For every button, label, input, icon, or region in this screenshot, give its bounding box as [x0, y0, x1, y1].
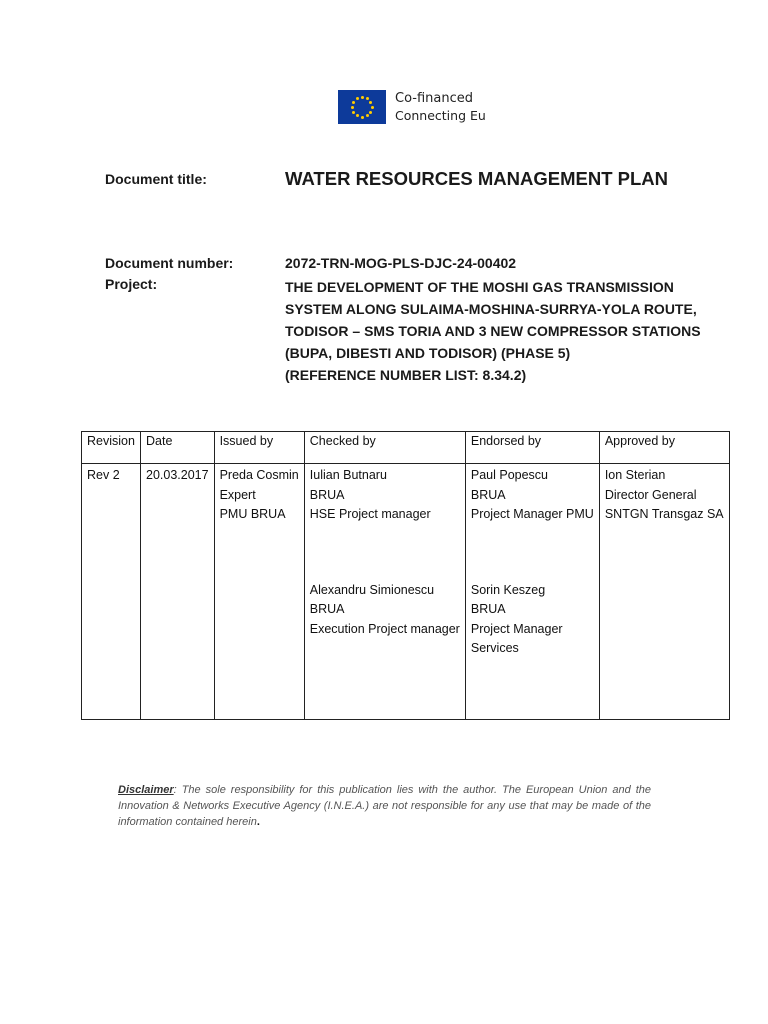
- header-checked-by: Checked by: [304, 432, 465, 464]
- table-header-row: [82, 432, 730, 464]
- approved-org: SNTGN Transgaz SA: [604, 507, 724, 521]
- logo-line-2: Connecting Eu: [395, 108, 486, 123]
- header-revision: Revision: [82, 432, 141, 464]
- cell-endorsed-by: [465, 464, 599, 720]
- issued-org: PMU BRUA: [219, 507, 286, 521]
- endorsed-name: Paul Popescu: [470, 468, 548, 482]
- project-description: [285, 276, 701, 386]
- approved-role: Director General: [604, 487, 697, 502]
- flag-star-icon: [366, 97, 369, 100]
- endorsed-name: Sorin Keszeg: [470, 582, 546, 597]
- header-date: Date: [141, 432, 215, 464]
- disclaimer-text: The sole responsibility for this publication lies with the author. The European Union and the Innovation & Networks Executive Agency (I.N.E.A.) are not responsible for any use that may be made of the information contained herein: [118, 784, 651, 828]
- checked-org: BRUA: [309, 487, 345, 502]
- table-row: [82, 464, 730, 720]
- flag-star-icon: [352, 111, 355, 114]
- disclaimer-label: Disclaimer: [118, 784, 174, 796]
- disclaimer: [118, 782, 651, 830]
- project-line: (BUPA, DIBESTI AND TODISOR) (PHASE 5): [285, 345, 571, 361]
- revision-value: Rev 2: [87, 468, 120, 482]
- project-label: Project:: [105, 276, 158, 292]
- revision-table: [81, 431, 730, 720]
- disclaimer-end: .: [256, 816, 260, 828]
- cell-issued-by: [214, 464, 304, 720]
- cell-checked-by: [304, 464, 465, 720]
- project-line: TODISOR – SMS TORIA AND 3 NEW COMPRESSOR STATIONS: [285, 323, 701, 339]
- flag-star-icon: [361, 116, 364, 119]
- cell-revision: [82, 464, 141, 720]
- project-line: (REFERENCE NUMBER LIST: 8.34.2): [285, 367, 527, 383]
- logo-text: [395, 90, 486, 124]
- header-issued-by: Issued by: [214, 432, 304, 464]
- flag-star-icon: [351, 106, 354, 109]
- issued-role: Expert: [219, 487, 256, 502]
- logo-line-1: Co-financed: [395, 91, 473, 106]
- cell-approved-by: [599, 464, 729, 720]
- document-number-label: Document number:: [105, 255, 234, 271]
- document-number: 2072-TRN-MOG-PLS-DJC-24-00402: [285, 255, 517, 271]
- document-title: WATER RESOURCES MANAGEMENT PLAN: [285, 168, 669, 189]
- eu-flag-icon: [338, 90, 386, 124]
- flag-star-icon: [369, 111, 372, 114]
- date-value: 20.03.2017: [146, 468, 209, 482]
- checked-org: BRUA: [309, 602, 345, 616]
- document-title-label: Document title:: [105, 171, 207, 187]
- checked-role: HSE Project manager: [309, 507, 431, 521]
- checked-name: Iulian Butnaru: [309, 468, 387, 482]
- issued-name: Preda Cosmin: [219, 468, 299, 482]
- flag-star-icon: [369, 101, 372, 104]
- header-approved-by: Approved by: [599, 432, 729, 464]
- endorsed-role: Services: [470, 641, 519, 655]
- checked-role: Execution Project manager: [309, 621, 460, 636]
- flag-star-icon: [356, 97, 359, 100]
- cell-date: [141, 464, 215, 720]
- endorsed-org: BRUA: [470, 487, 506, 502]
- endorsed-role: Project Manager PMU: [470, 507, 594, 521]
- endorsed-role: Project Manager: [470, 621, 563, 636]
- flag-star-icon: [366, 114, 369, 117]
- checked-name: Alexandru Simionescu: [309, 582, 435, 597]
- disclaimer-colon: :: [173, 784, 177, 796]
- header-endorsed-by: Endorsed by: [465, 432, 599, 464]
- project-line: THE DEVELOPMENT OF THE MOSHI GAS TRANSMISSION: [285, 279, 674, 295]
- eu-cofinanced-logo: [338, 89, 486, 125]
- approved-name: Ion Sterian: [604, 468, 666, 482]
- flag-star-icon: [356, 114, 359, 117]
- project-line: SYSTEM ALONG SULAIMA-MOSHINA-SURRYA-YOLA ROUTE,: [285, 301, 697, 317]
- flag-star-icon: [352, 101, 355, 104]
- endorsed-org: BRUA: [470, 602, 506, 616]
- flag-star-icon: [361, 96, 364, 99]
- flag-star-icon: [371, 106, 374, 109]
